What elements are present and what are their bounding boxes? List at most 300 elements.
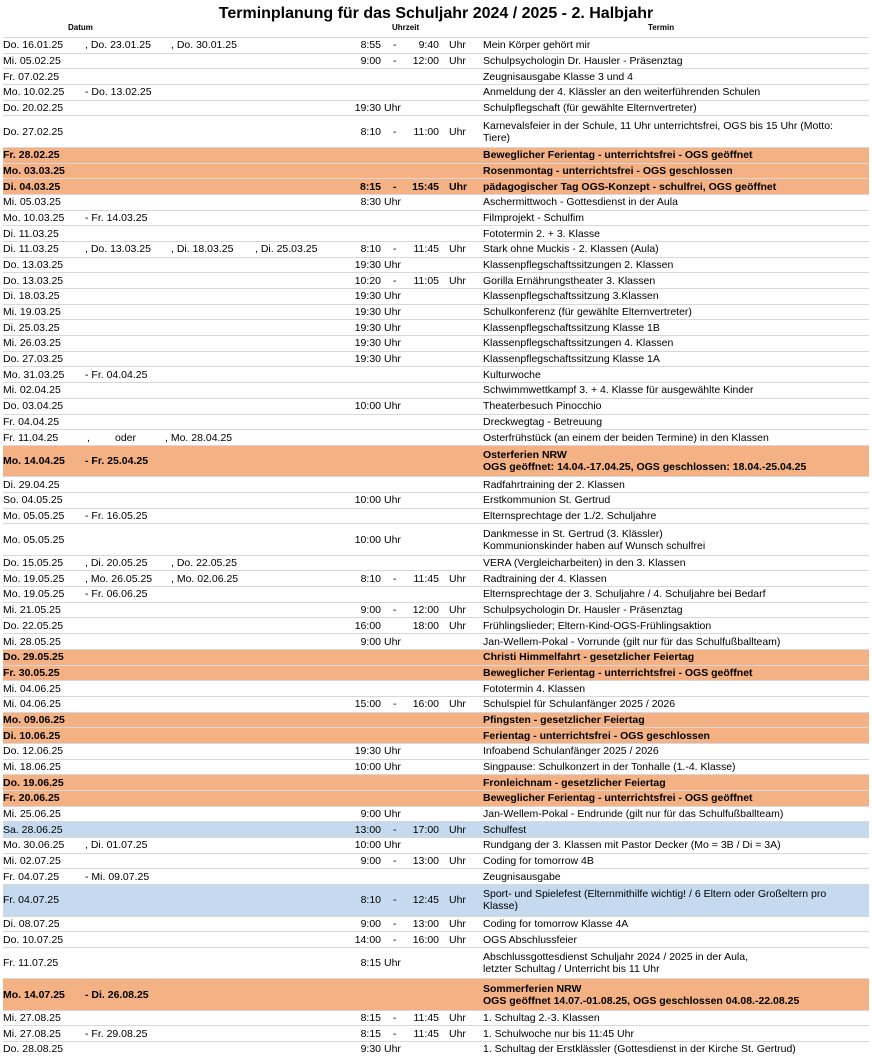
time-start: 19:30 — [354, 321, 381, 334]
date-cell: Fr. 30.05.25 — [3, 666, 60, 679]
event-text: Beweglicher Ferientag - unterrichtsfrei - OGS geöffnet — [483, 149, 753, 162]
event-cell — [483, 416, 869, 428]
table-row — [3, 806, 869, 822]
time-unit: Uhr — [449, 274, 466, 287]
table-row — [3, 1041, 869, 1057]
date-cell: Fr. 04.04.25 — [3, 415, 60, 428]
event-cell — [483, 620, 869, 632]
time-start: 10:00 — [354, 400, 381, 413]
event-cell — [483, 290, 869, 302]
event-cell — [483, 573, 869, 585]
date-cell: Mi. 25.06.25 — [3, 808, 61, 821]
date-cell: , Do. 13.03.25 — [85, 243, 151, 256]
event-cell — [483, 667, 869, 679]
date-cell: Di. 11.03.25 — [3, 227, 59, 240]
time-end: 11:45 — [413, 572, 439, 585]
time-separator: - — [393, 274, 397, 287]
date-cell: Mi. 05.02.25 — [3, 55, 61, 68]
date-cell: Di. 04.03.25 — [3, 180, 61, 193]
date-cell: Mo. 14.04.25 — [3, 455, 65, 468]
table-row — [3, 100, 869, 116]
date-cell: , Di. 20.05.25 — [85, 557, 148, 570]
event-cell — [483, 243, 869, 255]
table-row — [3, 837, 869, 853]
table-row — [3, 743, 869, 759]
date-cell: , Do. 30.01.25 — [171, 39, 237, 52]
table-row — [3, 398, 869, 414]
time-unit: Uhr — [384, 258, 401, 271]
time-unit: Uhr — [384, 808, 401, 821]
time-unit: Uhr — [449, 604, 466, 617]
date-cell: - Fr. 29.08.25 — [85, 1027, 148, 1040]
time-unit: Uhr — [384, 321, 401, 334]
time-unit: Uhr — [449, 39, 466, 52]
date-cell: Mi. 02.04.25 — [3, 384, 61, 397]
date-cell: Do. 10.07.25 — [3, 933, 64, 946]
time-start: 10:00 — [354, 494, 381, 507]
table-row — [3, 586, 869, 602]
table-row — [3, 523, 869, 554]
date-cell: Mi. 02.07.25 — [3, 855, 61, 868]
table-row — [3, 68, 869, 84]
table-row — [3, 727, 869, 743]
event-text: Rosenmontag - unterrichtsfrei - OGS geschlossen — [483, 164, 733, 177]
event-text: Frühlingslieder; Eltern-Kind-OGS-Frühlingsaktion — [483, 619, 712, 632]
date-cell: Mo. 09.06.25 — [3, 713, 65, 726]
date-cell: Do. 12.06.25 — [3, 745, 64, 758]
date-cell: Mi. 18.06.25 — [3, 761, 61, 774]
event-text: Radfahrtraining der 2. Klassen — [483, 478, 625, 491]
time-start: 8:30 — [360, 196, 381, 209]
table-row — [3, 508, 869, 524]
event-cell — [483, 275, 869, 287]
date-cell: Di. 29.04.25 — [3, 478, 60, 491]
event-text: Infoabend Schulanfänger 2025 / 2026 — [483, 745, 659, 758]
event-text: Fronleichnam - gesetzlicher Feiertag — [483, 776, 666, 789]
table-row — [3, 351, 869, 367]
event-text: Jan-Wellem-Pokal - Endrunde (gilt nur für das Schulfußballteam) — [483, 808, 784, 821]
header-termin: Termin — [648, 23, 675, 32]
event-cell — [483, 951, 869, 975]
date-cell: oder — [115, 431, 137, 444]
table-row — [3, 1025, 869, 1041]
event-cell — [483, 777, 869, 789]
event-cell — [483, 588, 869, 600]
table-row — [3, 37, 869, 53]
table-row — [3, 774, 869, 790]
event-text: Kommunionskinder haben auf Wunsch schulfrei — [483, 539, 706, 552]
event-text: Schulspiel für Schulanfänger 2025 / 2026 — [483, 698, 676, 711]
event-cell — [483, 824, 869, 836]
table-row — [3, 257, 869, 273]
date-cell: Mi. 19.03.25 — [3, 306, 61, 319]
event-cell — [483, 181, 869, 193]
date-cell: Mo. 05.05.25 — [3, 533, 65, 546]
date-cell: , Mo. 02.06.25 — [171, 572, 239, 585]
date-cell: Do. 13.03.25 — [3, 274, 64, 287]
table-row — [3, 759, 869, 775]
time-end: 17:00 — [412, 823, 439, 836]
event-cell — [483, 698, 869, 710]
time-separator: - — [393, 180, 397, 193]
date-cell: Do. 29.05.25 — [3, 651, 64, 664]
event-cell — [483, 494, 869, 506]
date-cell: , Di. 01.07.25 — [85, 839, 148, 852]
time-end: 15:45 — [412, 180, 439, 193]
event-cell — [483, 353, 869, 365]
event-text: Schwimmwettkampf 3. + 4. Klasse für ausgewählte Kinder — [483, 384, 754, 397]
time-separator: - — [393, 39, 397, 52]
table-row — [3, 84, 869, 100]
event-text: Coding for tomorrow 4B — [483, 855, 594, 868]
table-row — [3, 978, 869, 1009]
date-cell: - Fr. 16.05.25 — [85, 510, 148, 522]
event-text: Sommerferien NRW — [483, 982, 582, 995]
time-start: 10:20 — [354, 274, 381, 287]
time-start: 19:30 — [354, 306, 381, 319]
table-row — [3, 272, 869, 288]
date-cell: Do. 16.01.25 — [3, 39, 64, 52]
table-row — [3, 115, 869, 146]
event-text: Pfingsten - gesetzlicher Feiertag — [483, 713, 645, 726]
event-cell — [483, 322, 869, 334]
time-end: 13:00 — [412, 917, 439, 930]
event-cell — [483, 306, 869, 318]
event-cell — [483, 714, 869, 726]
event-cell — [483, 259, 869, 271]
date-cell: , Di. 18.03.25 — [171, 243, 234, 256]
time-start: 8:15 — [360, 957, 381, 970]
time-unit: Uhr — [449, 933, 466, 946]
date-cell: Do. 03.04.25 — [3, 400, 64, 413]
event-text: Schulpsychologin Dr. Hausler - Präsenztag — [483, 55, 683, 68]
event-text: OGS Abschlussfeier — [483, 933, 577, 946]
time-separator: - — [393, 917, 397, 930]
time-start: 8:10 — [360, 572, 381, 585]
date-cell: Fr. 20.06.25 — [3, 792, 60, 805]
date-cell: Mi. 26.03.25 — [3, 337, 61, 350]
date-cell: Mo. 30.06.25 — [3, 839, 65, 852]
event-text: Anmeldung der 4. Klässler an den weiterführenden Schulen — [483, 86, 761, 99]
event-text: Filmprojekt - Schulfim — [483, 211, 584, 224]
event-cell — [483, 1028, 869, 1040]
table-row — [3, 210, 869, 226]
table-row — [3, 429, 869, 445]
event-text: 1. Schultag der Erstklässler (Gottesdienst in der Kirche St. Gertrud) — [483, 1043, 796, 1056]
table-row — [3, 947, 869, 978]
event-text: VERA (Vergleicharbeiten) in den 3. Klassen — [483, 557, 686, 570]
time-unit: Uhr — [384, 957, 401, 970]
table-row — [3, 868, 869, 884]
event-text: Karnevalsfeier in der Schule, 11 Uhr unterrichtsfrei, OGS bis 15 Uhr (Motto: — [483, 119, 833, 132]
event-text: Klassenpflegschaftssitzungen 4. Klassen — [483, 337, 674, 350]
date-cell: Fr. 11.07.25 — [3, 957, 59, 970]
time-separator: - — [393, 604, 397, 617]
event-cell — [483, 557, 869, 569]
time-unit: Uhr — [384, 337, 401, 350]
event-text: Klasse) — [483, 900, 519, 913]
event-cell — [483, 1043, 869, 1055]
date-cell: Mi. 21.05.25 — [3, 604, 61, 617]
table-row — [3, 790, 869, 806]
event-cell — [483, 918, 869, 930]
event-cell — [483, 510, 869, 522]
time-end: 11:05 — [413, 274, 439, 287]
event-text: letzter Schultag / Unterricht bis 11 Uhr — [483, 963, 660, 976]
event-text: Gorilla Ernährungstheater 3. Klassen — [483, 274, 656, 287]
time-end: 9:40 — [418, 39, 439, 52]
event-text: Klassenpflegschaftssitzung Klasse 1B — [483, 321, 660, 334]
time-unit: Uhr — [449, 619, 466, 632]
time-start: 9:00 — [360, 917, 381, 930]
time-start: 9:00 — [360, 604, 381, 617]
event-text: Jan-Wellem-Pokal - Vorrunde (gilt nur für das Schulfußballteam) — [483, 635, 781, 648]
event-cell — [483, 102, 869, 114]
event-cell — [483, 384, 869, 396]
date-cell: - Mi. 09.07.25 — [85, 870, 150, 883]
event-cell — [483, 86, 869, 98]
event-text: Osterferien NRW — [483, 449, 567, 462]
event-cell — [483, 212, 869, 224]
time-start: 10:00 — [354, 761, 381, 774]
table-row — [3, 366, 869, 382]
time-end: 18:00 — [412, 619, 439, 632]
event-text: 1. Schulwoche nur bis 11:45 Uhr — [483, 1027, 634, 1040]
event-text: Fototermin 4. Klassen — [483, 682, 586, 695]
table-row — [3, 319, 869, 335]
time-unit: Uhr — [449, 1027, 466, 1040]
event-cell — [483, 337, 869, 349]
time-unit: Uhr — [449, 823, 466, 836]
table-row — [3, 476, 869, 492]
date-cell: Do. 13.03.25 — [3, 258, 64, 271]
time-start: 19:30 — [354, 102, 381, 115]
date-cell: Mi. 05.03.25 — [3, 196, 61, 209]
table-row — [3, 53, 869, 69]
date-cell: , — [87, 431, 90, 444]
event-text: OGS geöffnet 14.07.-01.08.25, OGS geschlossen 04.08.-22.08.25 — [483, 994, 800, 1007]
event-cell — [483, 165, 869, 177]
event-cell — [483, 120, 869, 144]
time-end: 11:00 — [413, 125, 439, 138]
table-row — [3, 492, 869, 508]
date-cell: Sa. 28.06.25 — [3, 823, 63, 836]
event-cell — [483, 528, 869, 552]
date-cell: Mo. 03.03.25 — [3, 164, 65, 177]
time-end: 12:45 — [412, 894, 439, 907]
time-unit: Uhr — [384, 102, 401, 115]
date-cell: Do. 15.05.25 — [3, 557, 64, 570]
table-row — [3, 194, 869, 210]
table-row — [3, 665, 869, 681]
date-cell: - Fr. 14.03.25 — [85, 211, 148, 224]
time-unit: Uhr — [384, 353, 401, 366]
time-unit: Uhr — [449, 894, 466, 907]
event-cell — [483, 1012, 869, 1024]
event-cell — [483, 71, 869, 83]
date-cell: Do. 28.08.25 — [3, 1043, 64, 1056]
event-cell — [483, 683, 869, 695]
time-unit: Uhr — [384, 290, 401, 303]
table-row — [3, 163, 869, 179]
event-cell — [483, 636, 869, 648]
event-text: Zeugnisausgabe — [483, 870, 561, 883]
event-text: Zeugnisausgabe Klasse 3 und 4 — [483, 70, 634, 83]
time-end: 16:00 — [412, 698, 439, 711]
time-unit: Uhr — [384, 494, 401, 507]
event-cell — [483, 745, 869, 757]
date-cell: Mi. 04.06.25 — [3, 682, 61, 695]
date-cell: Fr. 28.02.25 — [3, 149, 60, 162]
date-cell: Mi. 04.06.25 — [3, 698, 61, 711]
date-cell: Fr. 04.07.25 — [3, 870, 60, 883]
table-row — [3, 884, 869, 915]
event-text: Schulpsychologin Dr. Hausler - Präsenztag — [483, 604, 683, 617]
event-text: Sport- und Spielefest (Elternmithilfe wichtig! / 6 Eltern oder Großeltern pro — [483, 888, 827, 901]
event-cell — [483, 839, 869, 851]
event-cell — [483, 888, 869, 912]
date-cell: Mo. 14.07.25 — [3, 988, 65, 1001]
date-cell: Di. 11.03.25 — [3, 243, 59, 256]
time-unit: Uhr — [384, 306, 401, 319]
time-start: 8:15 — [360, 1012, 381, 1025]
header-datum: Datum — [68, 23, 93, 32]
date-cell: Fr. 04.07.25 — [3, 894, 60, 907]
date-cell: Mo. 05.05.25 — [3, 510, 65, 522]
event-cell — [483, 149, 869, 161]
event-text: Abschlussgottesdienst Schuljahr 2024 / 2025 in der Aula, — [483, 951, 749, 964]
time-separator: - — [393, 855, 397, 868]
event-cell — [483, 400, 869, 412]
table-row — [3, 1010, 869, 1026]
event-text: Klassenpflegschaftssitzungen 2. Klassen — [483, 258, 674, 271]
time-unit: Uhr — [384, 400, 401, 413]
time-unit: Uhr — [384, 635, 401, 648]
date-cell: Di. 10.06.25 — [3, 729, 61, 742]
date-cell: , Di. 25.03.25 — [255, 243, 318, 256]
event-cell — [483, 449, 869, 473]
table-row — [3, 414, 869, 430]
event-cell — [483, 228, 869, 240]
time-start: 8:15 — [360, 1027, 381, 1040]
page-title: Terminplanung für das Schuljahr 2024 / 2025 - 2. Halbjahr — [218, 5, 654, 22]
date-cell: , Do. 23.01.25 — [85, 39, 151, 52]
time-start: 19:30 — [354, 258, 381, 271]
table-row — [3, 335, 869, 351]
event-text: 1. Schultag 2.-3. Klassen — [483, 1012, 600, 1025]
date-cell: Mi. 28.05.25 — [3, 635, 61, 648]
time-start: 19:30 — [354, 290, 381, 303]
time-unit: Uhr — [449, 698, 466, 711]
table-row — [3, 649, 869, 665]
time-start: 14:00 — [354, 933, 381, 946]
event-cell — [483, 808, 869, 820]
event-cell — [483, 39, 869, 51]
table-row — [3, 382, 869, 398]
date-cell: Di. 08.07.25 — [3, 917, 60, 930]
event-text: OGS geöffnet: 14.04.-17.04.25, OGS geschlossen: 18.04.-25.04.25 — [483, 461, 807, 474]
time-unit: Uhr — [449, 572, 466, 585]
event-text: Schulkonferenz (für gewählte Elternvertreter) — [483, 306, 692, 319]
time-end: 12:00 — [412, 604, 439, 617]
date-cell: - Do. 13.02.25 — [85, 86, 152, 99]
event-cell — [483, 983, 869, 1007]
date-cell: Fr. 07.02.25 — [3, 70, 60, 83]
event-text: Radtraining der 4. Klassen — [483, 572, 607, 585]
event-cell — [483, 604, 869, 616]
event-text: Osterfrühstück (an einem der beiden Termine) in den Klassen — [483, 431, 769, 444]
event-text: Rundgang der 3. Klassen mit Pastor Decker (Mo = 3B / Di = 3A) — [483, 839, 781, 852]
table-row — [3, 241, 869, 257]
table-row — [3, 555, 869, 571]
time-separator: - — [393, 894, 397, 907]
table-row — [3, 633, 869, 649]
event-text: Beweglicher Ferientag - unterrichtsfrei - OGS geöffnet — [483, 792, 753, 805]
time-start: 9:00 — [360, 55, 381, 68]
time-unit: Uhr — [384, 1043, 401, 1056]
date-cell: - Di. 26.08.25 — [85, 988, 149, 1001]
time-start: 10:00 — [354, 533, 381, 546]
event-text: Erstkommunion St. Gertrud — [483, 494, 611, 507]
time-end: 11:45 — [413, 243, 439, 256]
event-text: Fototermin 2. + 3. Klasse — [483, 227, 601, 240]
time-unit: Uhr — [449, 55, 466, 68]
time-unit: Uhr — [449, 243, 466, 256]
event-text: Schulpflegschaft (für gewählte Elternvertreter) — [483, 102, 697, 115]
time-unit: Uhr — [384, 839, 401, 852]
date-cell: Do. 20.02.25 — [3, 102, 64, 115]
time-end: 13:00 — [412, 855, 439, 868]
time-end: 11:45 — [413, 1012, 439, 1025]
event-cell — [483, 792, 869, 804]
event-cell — [483, 855, 869, 867]
time-start: 19:30 — [354, 337, 381, 350]
date-cell: , Do. 22.05.25 — [171, 557, 237, 570]
event-text: Elternsprechtage der 1./2. Schuljahre — [483, 510, 657, 522]
date-cell: Do. 27.03.25 — [3, 353, 64, 366]
event-text: Ferientag - unterrichtsfrei - OGS geschlossen — [483, 729, 710, 742]
table-row — [3, 178, 869, 194]
time-start: 9:00 — [360, 855, 381, 868]
date-cell: - Fr. 06.06.25 — [85, 588, 148, 601]
event-text: Tiere) — [483, 131, 511, 144]
time-unit: Uhr — [384, 761, 401, 774]
event-text: Theaterbesuch Pinocchio — [483, 400, 602, 413]
time-unit: Uhr — [449, 855, 466, 868]
table-row — [3, 696, 869, 712]
table-row — [3, 147, 869, 163]
time-separator: - — [393, 125, 397, 138]
event-text: Christi Himmelfahrt - gesetzlicher Feiertag — [483, 651, 695, 664]
table-row — [3, 602, 869, 618]
time-start: 15:00 — [354, 698, 381, 711]
date-cell: Mo. 19.05.25 — [3, 572, 65, 585]
event-cell — [483, 934, 869, 946]
time-start: 8:15 — [359, 180, 381, 193]
time-start: 19:30 — [354, 745, 381, 758]
time-end: 12:00 — [412, 55, 439, 68]
time-separator: - — [393, 572, 397, 585]
table-row — [3, 445, 869, 476]
event-text: Beweglicher Ferientag - unterrichtsfrei - OGS geöffnet — [483, 666, 753, 679]
time-start: 16:00 — [354, 619, 381, 632]
date-cell: Do. 19.06.25 — [3, 776, 64, 789]
event-text: Mein Körper gehört mir — [483, 39, 591, 52]
time-unit: Uhr — [449, 125, 466, 138]
time-start: 10:00 — [354, 839, 381, 852]
time-unit: Uhr — [449, 917, 466, 930]
time-unit: Uhr — [384, 533, 401, 546]
